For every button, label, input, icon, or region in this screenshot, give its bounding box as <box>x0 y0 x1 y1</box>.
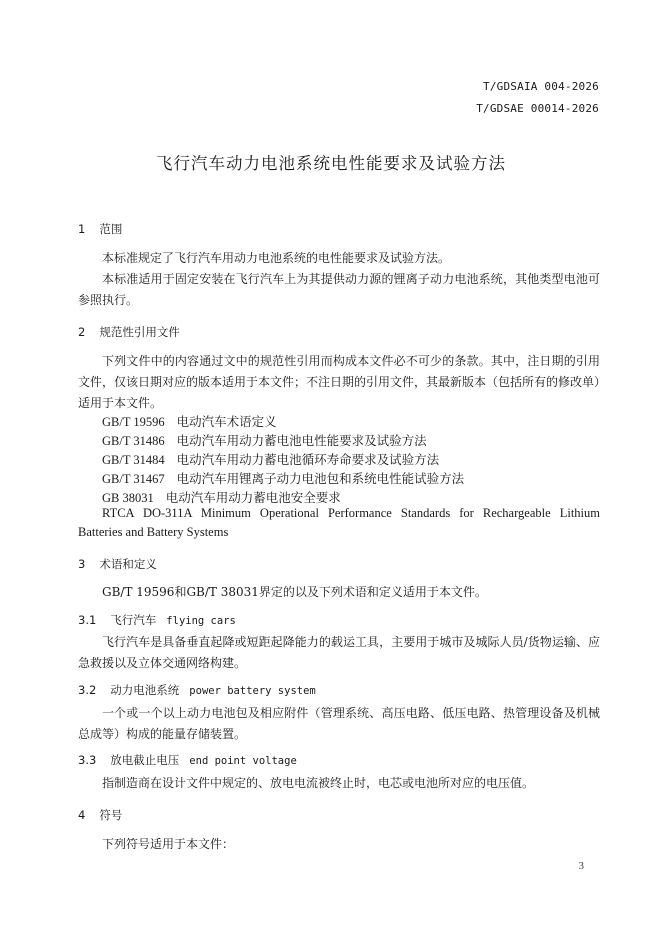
terms-intro: GB/T 19596和GB/T 38031界定的以及下列术语和定义适用于本文件。 <box>102 585 487 599</box>
reference-title: 电动汽车用动力蓄电池电性能要求及试验方法 <box>176 434 427 448</box>
term-3-2-heading <box>78 682 316 698</box>
section-title: 术语和定义 <box>99 557 157 571</box>
term-cn: 放电截止电压 <box>110 753 180 767</box>
section-number: 2 <box>78 325 86 339</box>
term-cn: 飞行汽车 <box>110 613 157 627</box>
reference-item-rtca: RTCA DO-311A Minimum Operational Performance Standards for Rechargeable Lithium Batteries and Battery Systems <box>78 506 600 539</box>
reference-item <box>102 450 439 468</box>
scope-paragraph-2: 本标准适用于固定安装在飞行汽车上为其提供动力源的锂离子动力电池系统，其他类型电池可参照执行。 <box>78 272 600 307</box>
section-title: 规范性引用文件 <box>99 325 180 339</box>
section-number: 3 <box>78 557 86 571</box>
term-number: 3.1 <box>78 613 97 627</box>
references-intro: 下列文件中的内容通过文中的规范性引用而构成本文件必不可少的条款。其中，注日期的引用文件，仅该日期对应的版本适用于本文件；不注日期的引用文件，其最新版本（包括所有的修改单）适用于本文件。 <box>78 354 601 410</box>
reference-item <box>102 431 427 449</box>
reference-item <box>102 469 464 487</box>
page-number: 3 <box>578 860 584 872</box>
reference-title: 电动汽车用动力蓄电池循环寿命要求及试验方法 <box>176 453 440 467</box>
term-number: 3.2 <box>78 683 97 697</box>
term-3-1-definition: 飞行汽车是具备垂直起降或短距起降能力的载运工具，主要用于城市及城际人员/货物运输、应急救援以及立体交通网络构建。 <box>78 635 600 670</box>
section-number: 4 <box>78 808 86 822</box>
reference-title: 电动汽车用动力蓄电池安全要求 <box>165 491 341 505</box>
section-2-heading <box>78 324 180 340</box>
section-number: 1 <box>78 222 86 236</box>
standard-code-1: T/GDSAIA 004-2026 <box>483 80 599 93</box>
section-title: 范围 <box>99 222 123 236</box>
section-3-heading <box>78 556 157 572</box>
section-4-heading <box>78 807 122 823</box>
reference-code: GB/T 31486 <box>102 434 165 448</box>
standard-code-2: T/GDSAE 00014-2026 <box>476 102 599 115</box>
scope-paragraph-1: 本标准规定了飞行汽车用动力电池系统的电性能要求及试验方法。 <box>102 251 451 265</box>
term-number: 3.3 <box>78 753 97 767</box>
section-title: 符号 <box>99 808 123 822</box>
reference-code: GB/T 31484 <box>102 453 165 467</box>
term-en: flying cars <box>166 615 236 627</box>
term-cn: 动力电池系统 <box>110 683 180 697</box>
reference-code: GB/T 19596 <box>102 415 165 429</box>
symbols-intro: 下列符号适用于本文件： <box>102 837 235 851</box>
reference-item <box>102 412 277 430</box>
document-title: 飞行汽车动力电池系统电性能要求及试验方法 <box>156 154 506 173</box>
term-3-3-definition: 指制造商在设计文件中规定的、放电电流被终止时，电芯或电池所对应的电压值。 <box>102 776 535 790</box>
term-3-1-heading <box>78 612 236 628</box>
term-3-2-definition: 一个或一个以上动力电池包及相应附件（管理系统、高压电路、低压电路、热管理设备及机械总成等）构成的能量存储装置。 <box>78 706 600 741</box>
reference-title: 电动汽车术语定义 <box>176 415 277 429</box>
term-3-3-heading <box>78 752 297 768</box>
section-1-heading <box>78 221 122 237</box>
reference-code: GB 38031 <box>102 491 154 505</box>
reference-code: GB/T 31467 <box>102 472 165 486</box>
term-en: power battery system <box>189 685 316 697</box>
reference-title: 电动汽车用锂离子动力电池包和系统电性能试验方法 <box>176 472 465 486</box>
term-en: end point voltage <box>189 755 297 767</box>
